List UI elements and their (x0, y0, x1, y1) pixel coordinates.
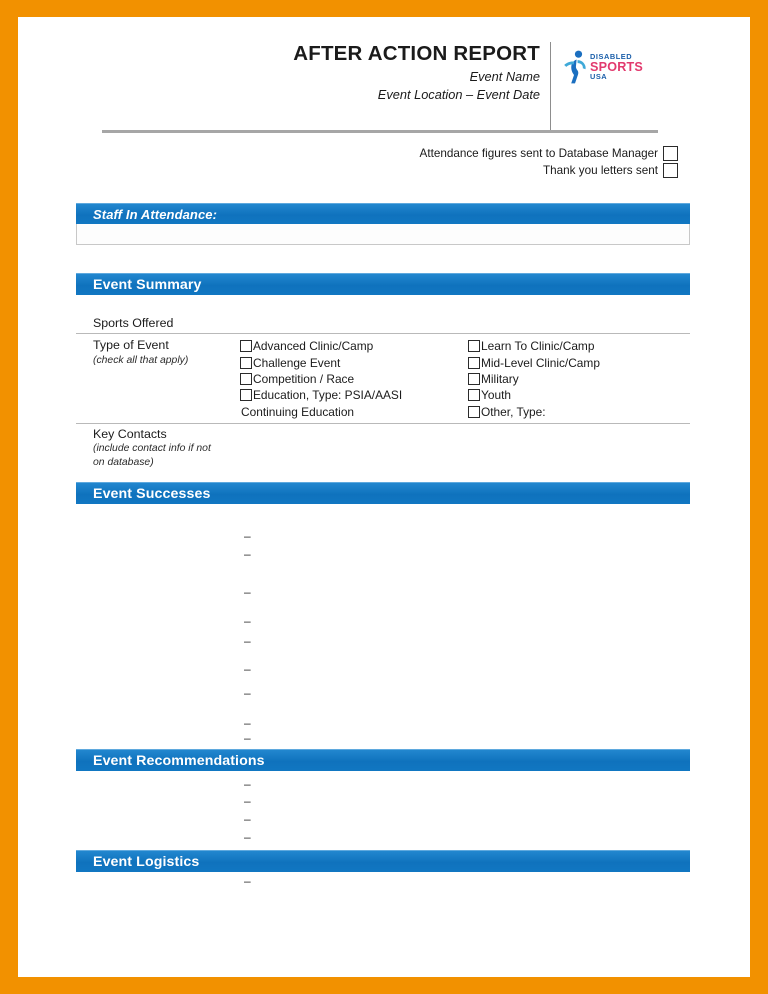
checkbox-advanced-clinic-camp[interactable] (240, 340, 252, 352)
bullet-dash-icon[interactable] (244, 813, 251, 825)
bullet-dash-icon[interactable] (244, 548, 251, 560)
logo-line-disabled: DISABLED (590, 52, 633, 62)
checkbox-row-mid-level-clinic-camp[interactable] (468, 354, 696, 370)
checkbox-label: Learn To Clinic/Camp (481, 339, 595, 354)
section-bar-event-recommendations (76, 749, 690, 771)
checkbox-label: Advanced Clinic/Camp (253, 339, 374, 354)
checkbox-label: Challenge Event (253, 355, 341, 370)
checkbox-row-competition-race[interactable] (240, 371, 468, 387)
sent-check-label: Attendance figures sent to Database Manager (419, 147, 658, 160)
sent-check-row-attendance[interactable] (420, 146, 678, 161)
section-title-event-summary: Event Summary (93, 276, 202, 293)
section-title-event-successes: Event Successes (93, 485, 211, 502)
continuing-education-label: Continuing Education (241, 404, 355, 419)
event-name-subtitle: Event Name (469, 68, 540, 84)
bullet-dash-icon[interactable] (244, 663, 251, 675)
checkbox-row-military[interactable] (468, 371, 696, 387)
logo-line-usa: USA (590, 72, 608, 82)
row-continuing-education (240, 404, 468, 420)
checkbox-row-learn-to-clinic-camp[interactable] (468, 338, 696, 354)
checkbox-thank-you-letters-sent[interactable] (663, 163, 678, 178)
checkbox-label: Other, Type: (481, 404, 546, 419)
checkbox-education-psia-aasi[interactable] (240, 389, 252, 401)
bullet-dash-icon[interactable] (244, 687, 251, 699)
running-figure-icon (562, 49, 588, 85)
document-header (102, 42, 658, 132)
bullet-dash-icon[interactable] (244, 795, 251, 807)
type-of-event-left-column (240, 338, 468, 420)
checkbox-learn-to-clinic-camp[interactable] (468, 340, 480, 352)
checkbox-challenge-event[interactable] (240, 357, 252, 369)
type-of-event-hint: (check all that apply) (93, 354, 189, 366)
staff-in-attendance-field[interactable] (76, 224, 690, 245)
checkbox-attendance-figures-sent[interactable] (663, 146, 678, 161)
sent-checks-group (420, 146, 678, 180)
section-bar-staff-in-attendance (76, 203, 690, 224)
checkbox-other-type[interactable] (468, 406, 480, 418)
checkbox-label: Military (481, 371, 519, 386)
bullet-dash-icon[interactable] (244, 778, 251, 790)
bullet-dash-icon[interactable] (244, 875, 251, 887)
checkbox-row-education-psia-aasi[interactable] (240, 387, 468, 403)
section-bar-event-summary (76, 273, 690, 295)
header-divider (102, 130, 658, 133)
checkbox-competition-race[interactable] (240, 373, 252, 385)
section-bar-event-successes (76, 482, 690, 504)
bullet-dash-icon[interactable] (244, 530, 251, 542)
bullet-dash-icon[interactable] (244, 717, 251, 729)
checkbox-mid-level-clinic-camp[interactable] (468, 357, 480, 369)
type-of-event-label-cell (76, 338, 240, 420)
checkbox-row-advanced-clinic-camp[interactable] (240, 338, 468, 354)
type-of-event-row (76, 334, 690, 423)
page-title: AFTER ACTION REPORT (293, 42, 540, 65)
checkbox-row-other-type[interactable] (468, 404, 696, 420)
checkbox-label: Mid-Level Clinic/Camp (481, 355, 600, 370)
bullet-dash-icon[interactable] (244, 635, 251, 647)
checkbox-row-youth[interactable] (468, 387, 696, 403)
key-contacts-label: Key Contacts (93, 426, 167, 441)
checkbox-military[interactable] (468, 373, 480, 385)
section-bar-event-logistics (76, 850, 690, 872)
checkbox-label: Education, Type: PSIA/AASI (253, 388, 403, 403)
key-contacts-hint-line-2: on database) (93, 457, 154, 469)
checkbox-label: Youth (481, 388, 511, 403)
checkbox-row-challenge-event[interactable] (240, 354, 468, 370)
sports-offered-label: Sports Offered (93, 316, 174, 330)
key-contacts-hint-line-1: (include contact info if not (93, 443, 211, 455)
sent-check-label: Thank you letters sent (543, 164, 658, 177)
checkbox-label: Competition / Race (253, 371, 355, 386)
sent-check-row-thankyou[interactable] (420, 163, 678, 178)
checkbox-youth[interactable] (468, 389, 480, 401)
logo-line-sports: SPORTS (590, 59, 643, 74)
bullet-dash-icon[interactable] (244, 586, 251, 598)
section-title-staff-in-attendance: Staff In Attendance: (93, 206, 218, 222)
key-contacts-row[interactable] (76, 424, 690, 470)
type-of-event-right-column (468, 338, 696, 420)
bullet-dash-icon[interactable] (244, 831, 251, 843)
bullet-dash-icon[interactable] (244, 615, 251, 627)
section-title-event-recommendations: Event Recommendations (93, 752, 265, 769)
sports-offered-row[interactable] (76, 314, 690, 333)
document-sheet (18, 17, 750, 977)
event-summary-table (76, 314, 690, 470)
section-title-event-logistics: Event Logistics (93, 853, 200, 870)
organization-logo (551, 42, 658, 132)
bullet-dash-icon[interactable] (244, 732, 251, 744)
event-location-date-subtitle: Event Location – Event Date (377, 87, 540, 103)
type-of-event-label: Type of Event (93, 338, 169, 352)
title-block (102, 42, 551, 132)
